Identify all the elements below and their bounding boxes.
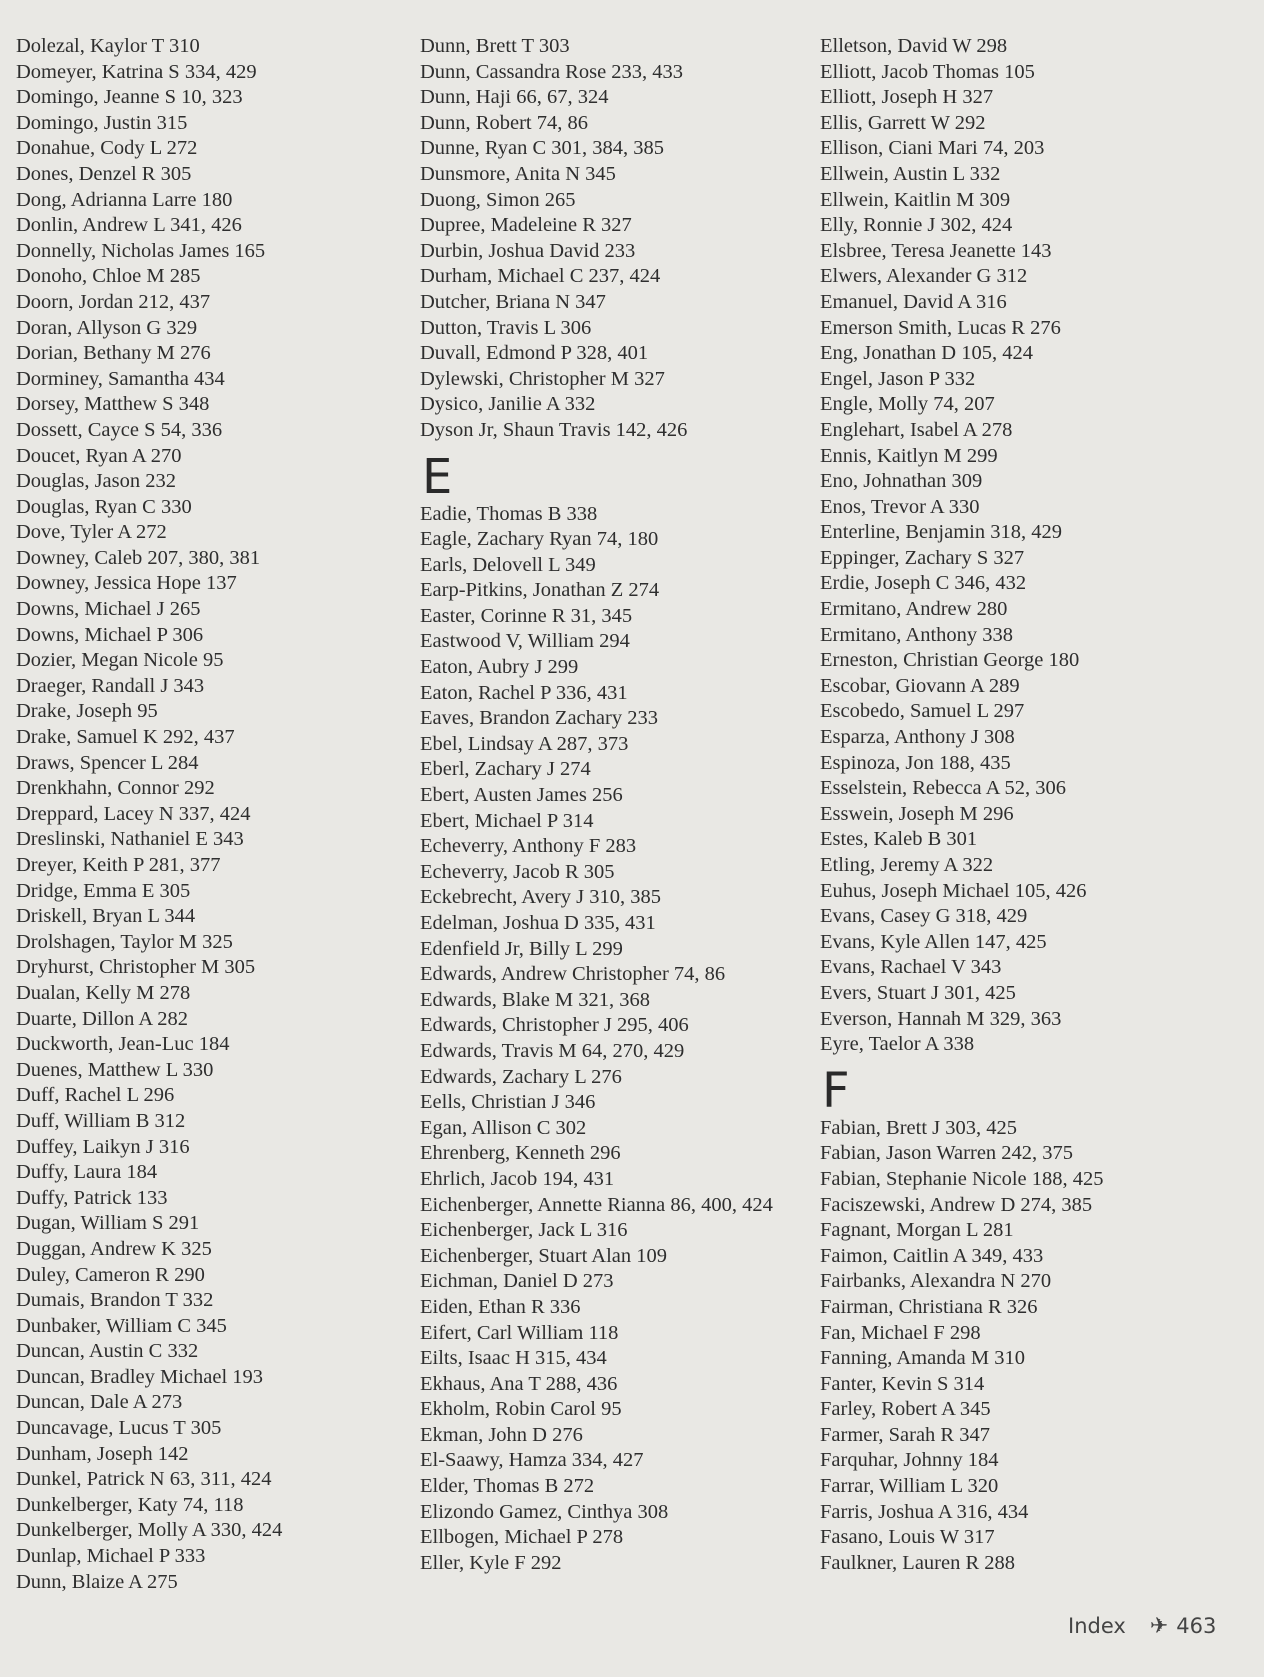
index-entry: Escobedo, Samuel L 297 — [820, 700, 1025, 723]
index-entry: Elder, Thomas B 272 — [420, 1475, 595, 1498]
airplane-icon: ✈ — [1149, 1614, 1169, 1639]
index-entry: Dorsey, Matthew S 348 — [16, 393, 210, 416]
index-entry: Emanuel, David A 316 — [820, 290, 1007, 313]
index-entry: Edwards, Blake M 321, 368 — [420, 988, 651, 1011]
index-entry: Edwards, Andrew Christopher 74, 86 — [420, 963, 726, 986]
index-entry: Farrar, William L 320 — [820, 1475, 999, 1498]
footer-section-label: Index — [1068, 1614, 1126, 1638]
index-entry: Durbin, Joshua David 233 — [420, 239, 636, 262]
index-entry: Eyre, Taelor A 338 — [820, 1033, 975, 1056]
index-entry: Duncan, Austin C 332 — [16, 1340, 199, 1363]
index-entry: Evans, Rachael V 343 — [820, 956, 1002, 979]
index-entry: Duenes, Matthew L 330 — [16, 1058, 214, 1081]
index-entry: Dones, Denzel R 305 — [16, 162, 192, 185]
index-entry: Dutton, Travis L 306 — [420, 316, 592, 339]
index-entry: Duncan, Dale A 273 — [16, 1391, 183, 1414]
index-entry: Dunkelberger, Molly A 330, 424 — [16, 1519, 283, 1542]
index-entry: Donnelly, Nicholas James 165 — [16, 239, 266, 262]
index-entry: Faimon, Caitlin A 349, 433 — [820, 1244, 1044, 1267]
index-entry: Duley, Cameron R 290 — [16, 1263, 205, 1286]
index-entry: Earp-Pitkins, Jonathan Z 274 — [420, 579, 660, 602]
index-entry: Downs, Michael J 265 — [16, 598, 201, 621]
index-entry: Eichenberger, Stuart Alan 109 — [420, 1244, 668, 1267]
index-entry: Eastwood V, William 294 — [420, 630, 630, 653]
index-entry: Faulkner, Lauren R 288 — [820, 1551, 1016, 1574]
index-entry: Donoho, Chloe M 285 — [16, 265, 201, 288]
index-entry: Fabian, Brett J 303, 425 — [820, 1116, 1018, 1139]
index-entry: Dong, Adrianna Larre 180 — [16, 188, 233, 211]
index-entry: Ellwein, Kaitlin M 309 — [820, 188, 1011, 211]
index-entry: Dutcher, Briana N 347 — [420, 290, 606, 313]
index-entry: Douglas, Jason 232 — [16, 470, 177, 493]
index-entry: Edwards, Travis M 64, 270, 429 — [420, 1039, 685, 1062]
index-entry: Dunkel, Patrick N 63, 311, 424 — [16, 1468, 272, 1491]
index-entry: Doorn, Jordan 212, 437 — [16, 290, 211, 313]
index-entry: Dridge, Emma E 305 — [16, 879, 191, 902]
index-entry: Duncavage, Lucus T 305 — [16, 1417, 222, 1440]
index-entry: Dunbaker, William C 345 — [16, 1314, 227, 1337]
index-entry: Duvall, Edmond P 328, 401 — [420, 342, 649, 365]
index-entry: Etling, Jeremy A 322 — [820, 854, 994, 876]
index-entry: Downey, Caleb 207, 380, 381 — [16, 546, 261, 569]
index-entry: Farquhar, Johnny 184 — [820, 1449, 999, 1472]
index-entry: Dreslinski, Nathaniel E 343 — [16, 828, 244, 851]
index-entry: Faciszewski, Andrew D 274, 385 — [820, 1193, 1093, 1216]
index-entry: Farmer, Sarah R 347 — [820, 1423, 990, 1446]
index-entry: Ekman, John D 276 — [420, 1423, 583, 1446]
index-entry: Echeverry, Anthony F 283 — [420, 835, 637, 858]
index-entry: Donahue, Cody L 272 — [16, 137, 198, 160]
index-entry: Elletson, David W 298 — [820, 35, 1008, 57]
index-entry: Driskell, Bryan L 344 — [16, 905, 196, 928]
index-entry: Elsbree, Teresa Jeanette 143 — [820, 239, 1052, 262]
index-entry: Doran, Allyson G 329 — [16, 316, 198, 339]
index-entry: Dorminey, Samantha 434 — [16, 367, 225, 390]
index-entry: El-Saawy, Hamza 334, 427 — [420, 1449, 644, 1472]
index-entry: Ellwein, Austin L 332 — [820, 162, 1001, 185]
index-entry: Dyson Jr, Shaun Travis 142, 426 — [420, 418, 688, 441]
index-entry: Eiden, Ethan R 336 — [420, 1295, 581, 1318]
index-entry: Ebert, Austen James 256 — [420, 784, 623, 807]
index-entry: Domingo, Justin 315 — [16, 111, 188, 134]
index-entry: Evans, Casey G 318, 429 — [820, 905, 1028, 928]
section-letter: F — [822, 1062, 850, 1119]
index-entry: Dorian, Bethany M 276 — [16, 342, 211, 365]
index-entry: Donlin, Andrew L 341, 426 — [16, 214, 242, 237]
index-entry: Dumais, Brandon T 332 — [16, 1289, 214, 1312]
index-entry: Emerson Smith, Lucas R 276 — [820, 316, 1061, 339]
index-entry: Dunkelberger, Katy 74, 118 — [16, 1493, 244, 1516]
index-entry: Elly, Ronnie J 302, 424 — [820, 214, 1013, 237]
index-entry: Drake, Samuel K 292, 437 — [16, 726, 235, 749]
index-entry: Dossett, Cayce S 54, 336 — [16, 418, 223, 441]
index-entry: Dunn, Haji 66, 67, 324 — [420, 86, 609, 109]
index-entry: Erdie, Joseph C 346, 432 — [820, 572, 1027, 595]
index-entry: Duffey, Laikyn J 316 — [16, 1135, 190, 1158]
index-entry: Eells, Christian J 346 — [420, 1091, 596, 1114]
index-entry: Douglas, Ryan C 330 — [16, 495, 192, 518]
index-entry: Evers, Stuart J 301, 425 — [820, 981, 1016, 1004]
index-entry: Eller, Kyle F 292 — [420, 1551, 562, 1574]
index-entry: Englehart, Isabel A 278 — [820, 418, 1013, 441]
index-entry: Eagle, Zachary Ryan 74, 180 — [420, 528, 659, 551]
index-entry: Erneston, Christian George 180 — [820, 649, 1080, 672]
index-entry: Ellison, Ciani Mari 74, 203 — [820, 137, 1045, 160]
index-entry: Drolshagen, Taylor M 325 — [16, 930, 233, 953]
index-entry: Eppinger, Zachary S 327 — [820, 546, 1025, 569]
index-entry: Eichenberger, Jack L 316 — [420, 1219, 628, 1242]
index-entry: Fan, Michael F 298 — [820, 1321, 981, 1344]
index-entry: Downey, Jessica Hope 137 — [16, 572, 237, 595]
index-entry: Eaton, Aubry J 299 — [420, 656, 579, 679]
index-entry: Draws, Spencer L 284 — [16, 751, 199, 774]
index-entry: Draeger, Randall J 343 — [16, 674, 205, 697]
index-entry: Esswein, Joseph M 296 — [820, 802, 1014, 825]
index-entry: Eilts, Isaac H 315, 434 — [420, 1347, 607, 1370]
index-entry: Dunn, Cassandra Rose 233, 433 — [420, 60, 684, 83]
index-entry: Dualan, Kelly M 278 — [16, 981, 191, 1004]
index-entry: Esselstein, Rebecca A 52, 306 — [820, 777, 1066, 800]
index-entry: Estes, Kaleb B 301 — [820, 828, 978, 851]
index-entry: Engel, Jason P 332 — [820, 367, 976, 390]
index-entry: Esparza, Anthony J 308 — [820, 726, 1015, 749]
index-entry: Eng, Jonathan D 105, 424 — [820, 342, 1033, 365]
index-entry: Dunn, Blaize A 275 — [16, 1570, 178, 1593]
index-entry: Earls, Delovell L 349 — [420, 553, 596, 576]
index-entry: Ekhaus, Ana T 288, 436 — [420, 1372, 618, 1395]
index-entry: Eaton, Rachel P 336, 431 — [420, 681, 628, 704]
index-entry: Edelman, Joshua D 335, 431 — [420, 912, 656, 934]
index-entry: Fairman, Christiana R 326 — [820, 1295, 1038, 1318]
index-entry: Dysico, Janilie A 332 — [420, 393, 596, 416]
index-entry: Dryhurst, Christopher M 305 — [16, 956, 256, 979]
index-entry: Duggan, Andrew K 325 — [16, 1237, 212, 1260]
index-entry: Duff, William B 312 — [16, 1109, 186, 1132]
index-entry: Easter, Corinne R 31, 345 — [420, 604, 633, 627]
index-entry: Fasano, Louis W 317 — [820, 1526, 995, 1549]
index-entry: Duarte, Dillon A 282 — [16, 1007, 188, 1030]
index-entry: Dunsmore, Anita N 345 — [420, 162, 616, 185]
index-entry: Dunne, Ryan C 301, 384, 385 — [420, 137, 665, 160]
index-entry: Eno, Johnathan 309 — [820, 470, 983, 493]
index-entry: Eckebrecht, Avery J 310, 385 — [420, 886, 661, 909]
index-entry: Fanning, Amanda M 310 — [820, 1347, 1025, 1370]
index-entry: Eifert, Carl William 118 — [420, 1321, 619, 1344]
index-entry: Eberl, Zachary J 274 — [420, 758, 591, 781]
index-entry: Fabian, Jason Warren 242, 375 — [820, 1142, 1074, 1165]
index-entry: Drenkhahn, Connor 292 — [16, 777, 215, 800]
index-entry: Elliott, Jacob Thomas 105 — [820, 60, 1035, 83]
index-entry: Dozier, Megan Nicole 95 — [16, 649, 224, 672]
index-entry: Ermitano, Andrew 280 — [820, 598, 1008, 621]
index-column-2 — [420, 34, 820, 1576]
index-entry: Duncan, Bradley Michael 193 — [16, 1365, 264, 1388]
index-entry: Eadie, Thomas B 338 — [420, 502, 598, 525]
page-footer — [1068, 1614, 1216, 1639]
index-entry: Dove, Tyler A 272 — [16, 521, 167, 544]
index-entry: Everson, Hannah M 329, 363 — [820, 1007, 1062, 1030]
index-entry: Ebel, Lindsay A 287, 373 — [420, 732, 629, 755]
index-entry: Dreyer, Keith P 281, 377 — [16, 854, 221, 876]
index-entry: Dolezal, Kaylor T 310 — [16, 35, 200, 57]
index-entry: Elizondo Gamez, Cinthya 308 — [420, 1500, 669, 1523]
index-entry: Dupree, Madeleine R 327 — [420, 214, 632, 237]
index-entry: Downs, Michael P 306 — [16, 623, 204, 646]
index-entry: Ellbogen, Michael P 278 — [420, 1526, 624, 1549]
index-entry: Eichman, Daniel D 273 — [420, 1270, 614, 1293]
index-entry: Ermitano, Anthony 338 — [820, 623, 1014, 646]
index-entry: Elwers, Alexander G 312 — [820, 265, 1028, 288]
index-entry: Farley, Robert A 345 — [820, 1398, 991, 1421]
index-entry: Domeyer, Katrina S 334, 429 — [16, 60, 257, 83]
index-entry: Dunham, Joseph 142 — [16, 1442, 189, 1465]
index-entry: Espinoza, Jon 188, 435 — [820, 751, 1011, 774]
index-entry: Ehrlich, Jacob 194, 431 — [420, 1167, 615, 1190]
index-entry: Drake, Joseph 95 — [16, 700, 158, 723]
index-entry: Ehrenberg, Kenneth 296 — [420, 1142, 621, 1165]
index-entry: Dugan, William S 291 — [16, 1212, 200, 1235]
index-entry: Edwards, Christopher J 295, 406 — [420, 1014, 689, 1037]
index-entry: Dunn, Brett T 303 — [420, 35, 570, 57]
index-entry: Doucet, Ryan A 270 — [16, 444, 182, 467]
index-entry: Ennis, Kaitlyn M 299 — [820, 444, 998, 467]
index-entry: Ekholm, Robin Carol 95 — [420, 1398, 622, 1421]
index-entry: Eichenberger, Annette Rianna 86, 400, 424 — [420, 1193, 773, 1216]
index-entry: Egan, Allison C 302 — [420, 1116, 587, 1139]
index-entry: Eaves, Brandon Zachary 233 — [420, 707, 658, 730]
index-entry: Echeverry, Jacob R 305 — [420, 860, 615, 883]
index-entry: Fabian, Stephanie Nicole 188, 425 — [820, 1167, 1104, 1190]
index-entry: Fanter, Kevin S 314 — [820, 1372, 985, 1395]
index-entry: Dylewski, Christopher M 327 — [420, 367, 665, 390]
index-entry: Evans, Kyle Allen 147, 425 — [820, 930, 1047, 953]
index-entry: Dunn, Robert 74, 86 — [420, 111, 588, 134]
page-number: 463 — [1176, 1614, 1217, 1638]
index-column-1 — [16, 34, 416, 1595]
index-entry: Dunlap, Michael P 333 — [16, 1545, 206, 1568]
index-entry: Enos, Trevor A 330 — [820, 495, 980, 518]
index-entry: Farris, Joshua A 316, 434 — [820, 1500, 1029, 1523]
index-entry: Domingo, Jeanne S 10, 323 — [16, 86, 243, 109]
section-letter: E — [422, 448, 453, 505]
index-column-3 — [820, 34, 1220, 1576]
index-entry: Engle, Molly 74, 207 — [820, 393, 995, 416]
index-entry: Duffy, Patrick 133 — [16, 1186, 168, 1209]
index-entry: Durham, Michael C 237, 424 — [420, 265, 661, 288]
index-entry: Enterline, Benjamin 318, 429 — [820, 521, 1062, 544]
index-entry: Edenfield Jr, Billy L 299 — [420, 937, 623, 960]
index-entry: Ebert, Michael P 314 — [420, 809, 594, 832]
index-entry: Fagnant, Morgan L 281 — [820, 1219, 1014, 1242]
index-entry: Dreppard, Lacey N 337, 424 — [16, 802, 251, 825]
index-entry: Duckworth, Jean-Luc 184 — [16, 1033, 230, 1056]
index-entry: Euhus, Joseph Michael 105, 426 — [820, 879, 1087, 902]
index-entry: Elliott, Joseph H 327 — [820, 86, 994, 109]
index-entry: Duffy, Laura 184 — [16, 1161, 158, 1184]
index-entry: Duong, Simon 265 — [420, 188, 576, 211]
index-entry: Duff, Rachel L 296 — [16, 1084, 175, 1107]
index-entry: Escobar, Giovann A 289 — [820, 674, 1020, 697]
index-entry: Ellis, Garrett W 292 — [820, 111, 986, 134]
index-entry: Edwards, Zachary L 276 — [420, 1065, 622, 1088]
index-entry: Fairbanks, Alexandra N 270 — [820, 1270, 1052, 1293]
